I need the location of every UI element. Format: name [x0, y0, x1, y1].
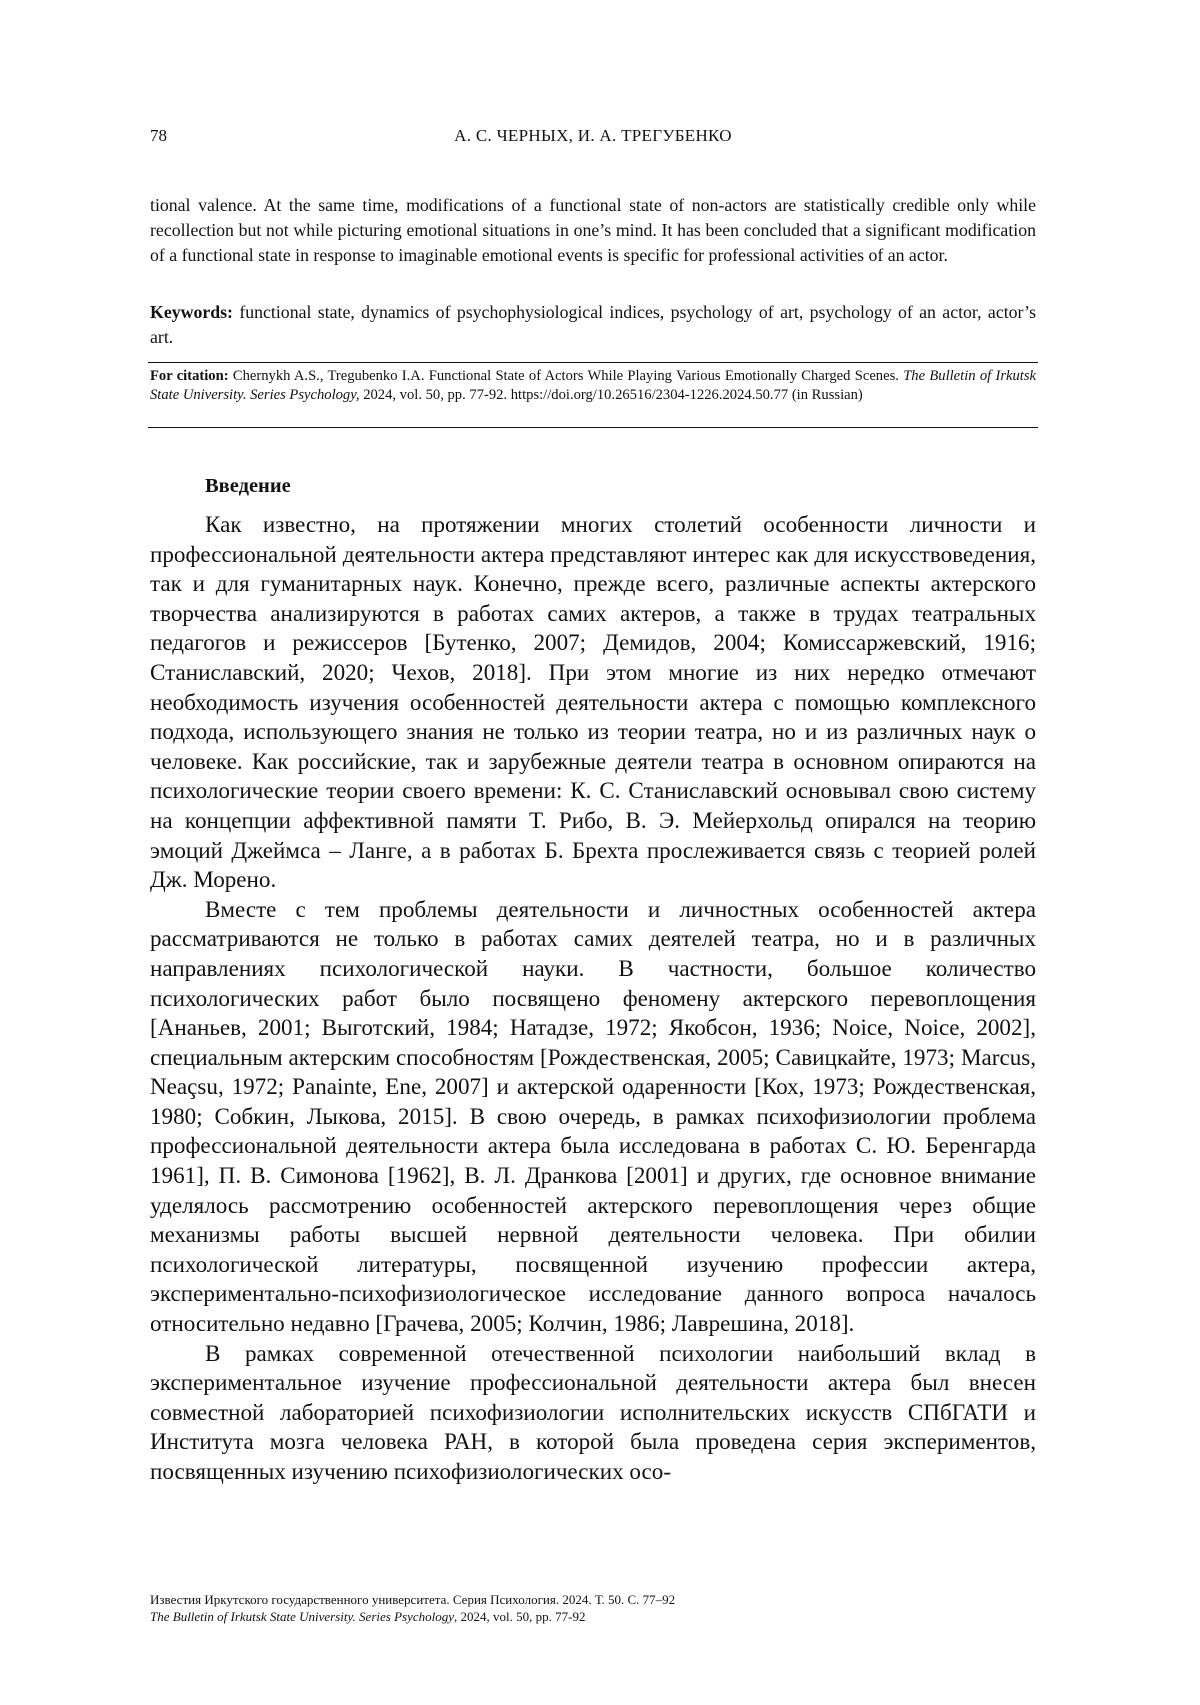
footer-en-rest: , 2024, vol. 50, pp. 77-92	[454, 1609, 586, 1624]
abstract-text: tional valence. At the same time, modifications of a functional state of non-actors are statistically credible only while recollection but not while picturing emotional situations in one’s mind. It has been concluded that a significant modification of a functional state in response to imaginable emotional events is specific for professional activities of an actor.	[150, 195, 1036, 265]
citation-label: For citation:	[150, 368, 229, 384]
keywords-label: Keywords:	[150, 302, 233, 322]
paragraph-3: В рамках современной отечественной психологии наибольший вклад в экспериментальное изучение профессиональной деятельности актера был внесен совместной лабораторией психофизиологии исполнительских искусств СПбГАТИ и Института мозга человека РАН, в которой была проведена серия экспериментов, посвященных изучению психофизиологических осо-	[150, 1339, 1036, 1484]
citation-bottom-rule	[148, 427, 1038, 428]
paragraph-1: Как известно, на протяжении многих столетий особенности личности и профессиональной деятельности актера представляют интерес как для искусствоведения, так и для гуманитарных наук. Конечно, прежде всего, различные аспекты актерского творчества анализируются в работах самих актеров, а также в трудах театральных педагогов и режиссеров [Бутенко, 2007; Демидов, 2004; Комиссаржевский, 1916; Станиславский, 2020; Чехов, 2018]. При этом многие из них нередко отмечают необходимость изучения особенностей деятельности актера с помощью комплексного подхода, использующего знания не только из теории театра, но и из различных наук о человеке. Как российские, так и зарубежные деятели театра в основном опираются на психологические теории своего времени: К. С. Станиславский основывал свою систему на концепции аффективной памяти Т. Рибо, В. Э. Мейерхольд опирался на теорию эмоций Джеймса – Ланге, а в работах Б. Брехта прослеживается связь с теорией ролей Дж. Морено.	[150, 511, 1036, 893]
citation-block	[150, 367, 1036, 405]
page-number: 78	[150, 126, 167, 145]
footer-en-journal: The Bulletin of Irkutsk State University. Series Psychology	[150, 1609, 454, 1624]
citation-journal: The Bulletin of Irkutsk State University. Series Psychology,	[150, 368, 1036, 403]
citation-text-1: Chernykh A.S., Tregubenko I.A. Functional State of Actors While Playing Various Emotionally Charged Scenes.	[228, 368, 904, 384]
citation-top-rule	[148, 362, 1038, 363]
running-head-authors: А. С. ЧЕРНЫХ, И. А. ТРЕГУБЕНКО	[454, 126, 732, 145]
footer-ru: Известия Иркутского государственного университета. Серия Психология. 2024. Т. 50. С. 77–92	[150, 1592, 676, 1607]
section-title: Введение	[205, 475, 291, 497]
citation-text-2: 2024, vol. 50, pp. 77-92. https://doi.org/10.26516/2304-1226.2024.50.77 (in Russian)	[359, 387, 863, 403]
keywords-text: functional state, dynamics of psychophysiological indices, psychology of art, psychology of an actor, actor’s art.	[150, 302, 1036, 347]
footer-en	[150, 1608, 675, 1625]
body-text	[150, 510, 1036, 1487]
keywords	[150, 300, 1036, 350]
page-footer	[150, 1591, 675, 1625]
paragraph-2: Вместе с тем проблемы деятельности и личностных особенностей актера рассматриваются не только в работах самих деятелей театра, но и в различных направлениях психологической науки. В частности, большое количество психологических работ было посвящено феномену актерского перевоплощения [Ананьев, 2001; Выготский, 1984; Натадзе, 1972; Якобсон, 1936; Noice, Noice, 2002], специальным актерским способностям [Рождественская, 2005; Савицкайте, 1973; Marcus, Neaçsu, 1972; Panainte, Ene, 2007] и актерской одаренности [Кох, 1973; Рождественская, 1980; Собкин, Лыкова, 2015]. В свою очередь, в рамках психофизиологии проблема профессиональной деятельности актера была исследована в работах С. Ю. Беренгарда 1961], П. В. Симонова [1962], В. Л. Дранкова [2001] и других, где основное внимание уделялось рассмотрению особенностей актерского перевоплощения через общие механизмы работы высшей нервной деятельности человека. При обилии психологической литературы, посвященной изучению профессии актера, экспериментально-психофизиологическое исследование данного вопроса началось относительно недавно [Грачева, 2005; Колчин, 1986; Лаврешина, 2018].	[150, 895, 1036, 1337]
